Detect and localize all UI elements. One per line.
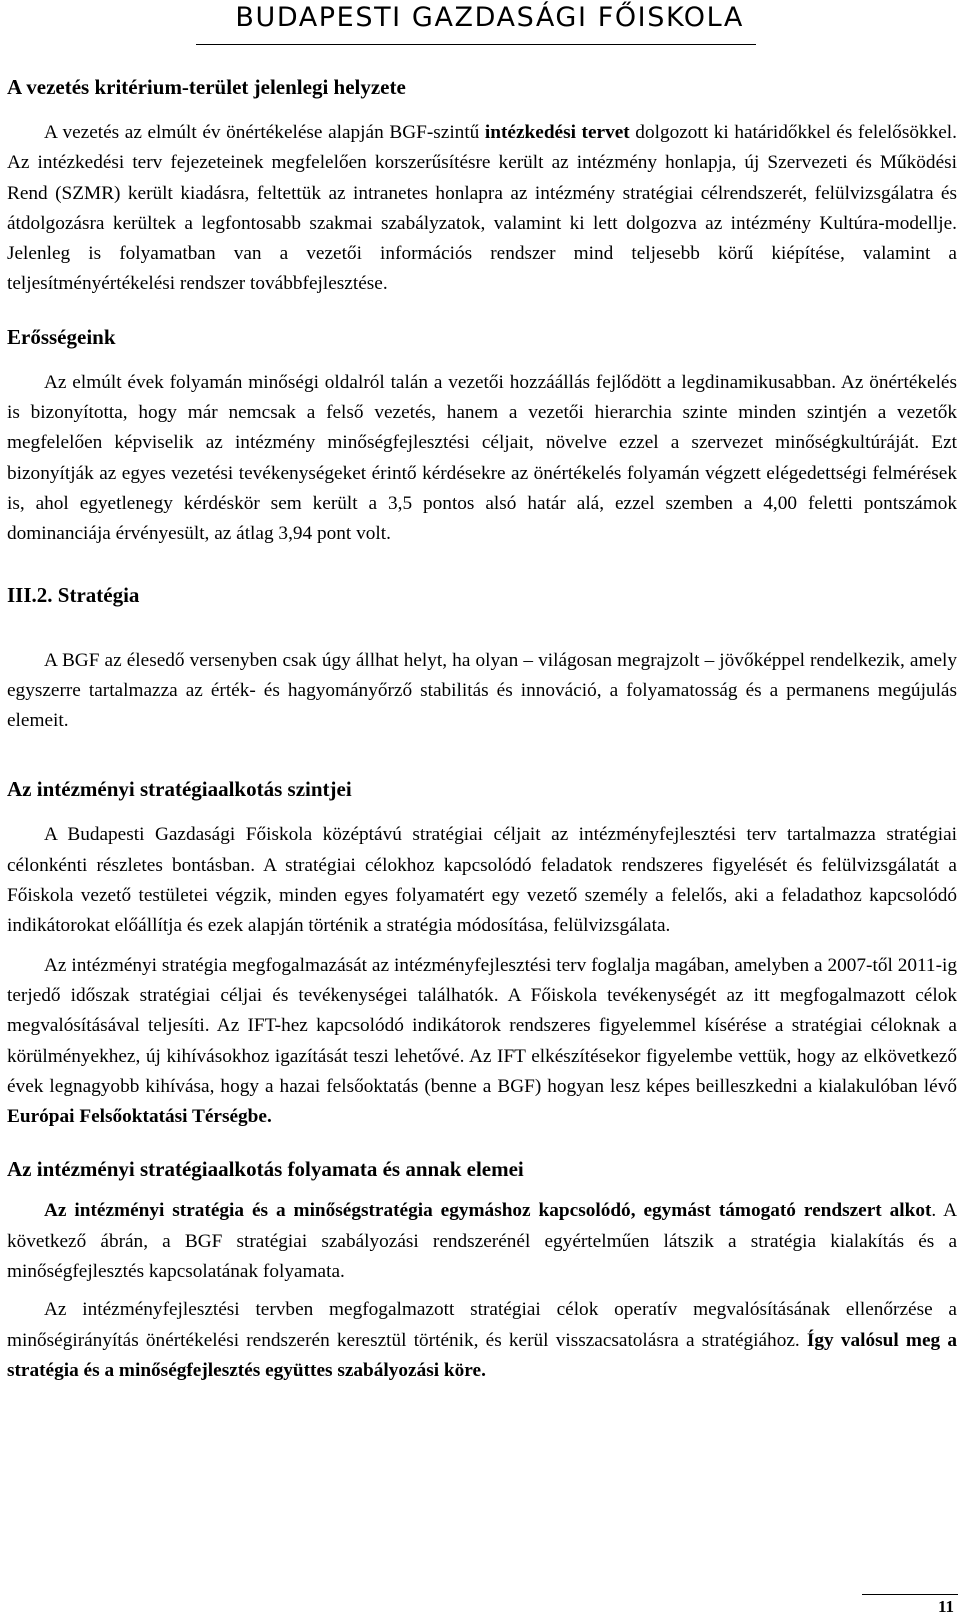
section-heading-szintjei: Az intézményi stratégiaalkotás szintjei (7, 777, 352, 802)
footer-rule (862, 1594, 958, 1595)
paragraph-folyamata-1 (7, 1196, 957, 1287)
text-run: dolgozott ki határidőkkel és felelősökkel. Az intézkedési terv fejezeteinek megfelelően korszerűsítésre került az intézmény honlapja, új Szervezeti és Működési Rend (SZMR) került kiadásra, feltettük az intranetes honlapra az intézmény stratégiai célrendszerét, felülvizsgálatra és átdolgozásra kerültek a legfontosabb szakmai szabályzatok, valamint ki lett dolgozva az intézmény Kultúra-modellje. Jelenleg is folyamatban van a vezetői információs rendszer mind teljesebb körű kiépítése, valamint a teljesítményértékelési rendszer továbbfejlesztése. (7, 122, 957, 295)
page-number: 11 (937, 1597, 954, 1616)
text-run: . A következő ábrán, a BGF stratégiai szabályozási rendszerénél egyértelműen látszik a stratégia kialakítás és a minőségfejlesztés kapcsolatának folyamata. (7, 1200, 957, 1283)
paragraph-strategia: A BGF az élesedő versenyben csak úgy állhat helyt, ha olyan – világosan megrajzolt – jövőképpel rendelkezik, amely egyszerre tartalmazza az érték- és hagyományőrző stabilitás és innováció, a folyamatosság és a permanens megújulás elemeit. (7, 649, 957, 732)
header-title: BUDAPESTI GAZDASÁGI FŐISKOLA (235, 2, 744, 33)
text-run: Az intézményfejlesztési tervben megfogalmazott stratégiai célok operatív megvalósításának ellenőrzése a minőségirányítás önértékelési rendszerén keresztül történik, és kerül visszacsatolásra a stratégiához. (7, 1299, 957, 1351)
bold-run: intézkedési tervet (484, 122, 630, 143)
section-heading-vezetes: A vezetés kritérium-terület jelenlegi helyzete (7, 75, 406, 99)
bold-run: Európai Felsőoktatási Térségbe. (7, 1106, 272, 1128)
paragraph-szintjei-1: A Budapesti Gazdasági Főiskola középtávú stratégiai céljait az intézményfejlesztési terv tartalmazza stratégiai célonkénti részletes bontásban. A stratégiai célokhoz kapcsolódó feladatok rendszeres figyelését és felülvizsgálatát a Főiskola vezető testületei végzik, minden egyes folyamatért egy vezető személy a felelős, aki a feladathoz kapcsolódó indikátorokat előállítja és ezek alapján történik a stratégia módosítása, felülvizsgálata. (7, 824, 957, 937)
bold-run: Az intézményi stratégia és a minőségstratégia egymáshoz kapcsolódó, egymást támogató rendszert alkot (44, 1200, 932, 1222)
paragraph-erossegeink: Az elmúlt évek folyamán minőségi oldalról talán a vezetői hozzáállás fejlődött a legdinamikusabban. Az önértékelés is bizonyította, hogy már nemcsak a felső vezetés, hanem a vezetői hierarchia szinte minden szintjén a vezetők megfelelően képviselik az intézmény minőségfejlesztési céljait, növelve ezzel a szervezet minőségkultúráját. Ezt bizonyítják az egyes vezetési tevékenységeket érintő kérdésekre az önértékelés folyamán végzett elégedettségi felmérések is, ahol egyetlenegy kérdéskör sem került a 3,5 pontos alsó határ alá, ezzel szemben a 4,00 feletti pontszámok dominanciája érvényesült, az átlag 3,94 pont volt. (7, 371, 957, 545)
section-heading-strategia: III.2. Stratégia (7, 582, 140, 607)
paragraph-vezetes (7, 118, 957, 300)
page-header (196, 0, 756, 45)
section-heading-folyamata: Az intézményi stratégiaalkotás folyamata és annak elemei (7, 1157, 524, 1182)
text-run: A vezetés az elmúlt év önértékelése alapján BGF-szintű (44, 122, 485, 143)
bold-run: Így valósul meg a stratégia és a minőségfejlesztés együttes szabályozási köre. (7, 1329, 957, 1381)
section-heading-erossegeink: Erősségeink (7, 324, 116, 349)
text-run: Az intézményi stratégia megfogalmazását az intézményfejlesztési terv foglalja magában, amelyben a 2007-től 2011-ig terjedő időszak stratégiai céljai és tevékenységei találhatók. A Főiskola tevékenységét az itt megfogalmazott célok megvalósításával teljesíti. Az IFT-hez kapcsolódó indikátorok rendszeres figyelemmel kísérése a stratégiai céloknak a körülményekhez, új kihívásokhoz igazítását teszi lehetővé. Az IFT elkészítésekor figyelembe vettük, hogy az elkövetkező évek legnagyobb kihívása, hogy a hazai felsőoktatás (benne a BGF) hogyan lesz képes beilleszkedni a kialakulóban lévő (7, 954, 957, 1097)
page-content (7, 72, 957, 1386)
paragraph-folyamata-2 (7, 1295, 957, 1386)
paragraph-szintjei-2 (7, 951, 957, 1133)
